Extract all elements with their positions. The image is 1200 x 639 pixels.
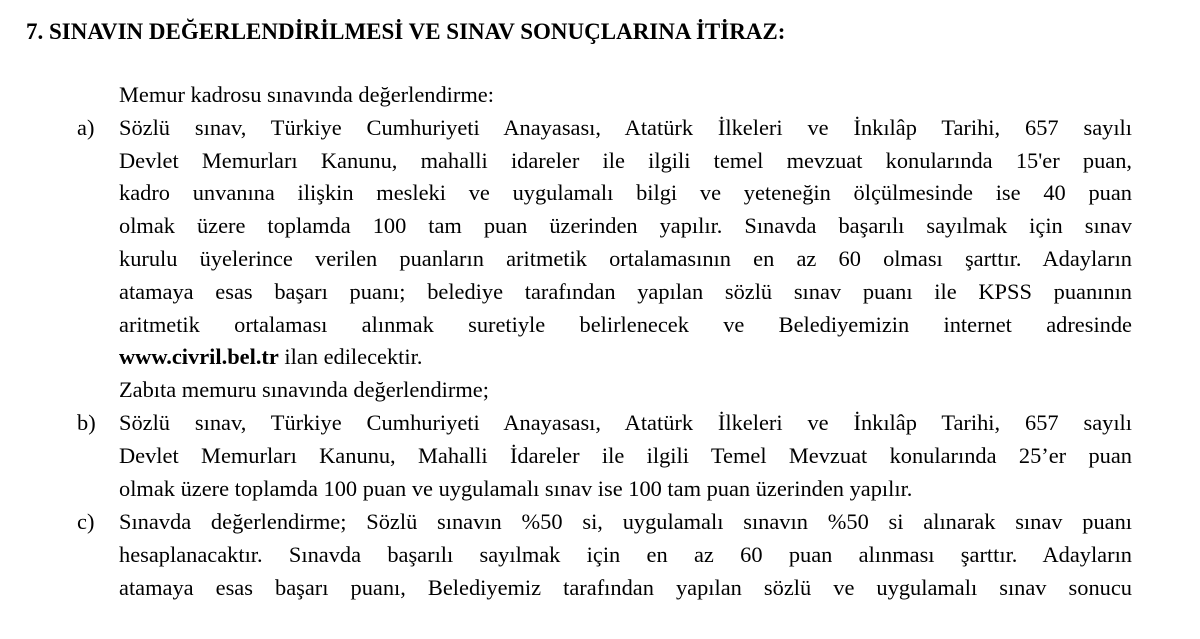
- memur-evaluation-title: Memur kadrosu sınavında değerlendirme:: [119, 82, 494, 107]
- zabita-evaluation-title: Zabıta memuru sınavında değerlendirme;: [119, 377, 489, 402]
- paragraph-c-line: Sınavda değerlendirme; Sözlü sınavın %50 si, uygulamalı sınavın %50 si alınarak sınav puanı: [119, 509, 1132, 534]
- paragraph-a-line: Devlet Memurları Kanunu, mahalli idareler ile ilgili temel mevzuat konularında 15'er puan,: [119, 148, 1132, 173]
- section-heading: 7. SINAVIN DEĞERLENDİRİLMESİ VE SINAV SONUÇLARINA İTİRAZ:: [26, 19, 786, 44]
- paragraph-b-line: Sözlü sınav, Türkiye Cumhuriyeti Anayasası, Atatürk İlkeleri ve İnkılâp Tarihi, 657 sayılı: [119, 410, 1132, 435]
- paragraph-b-last-line: olmak üzere toplamda 100 puan ve uygulamalı sınav ise 100 tam puan üzerinden yapılır.: [119, 476, 913, 501]
- paragraph-c-line: atamaya esas başarı puanı, Belediyemiz tarafından yapılan sözlü ve uygulamalı sınav sonucu: [119, 575, 1132, 600]
- paragraph-a-last-line: [119, 341, 422, 373]
- list-marker-c: c): [77, 509, 95, 534]
- paragraph-b-line: Devlet Memurları Kanunu, Mahalli İdareler ile ilgili Temel Mevzuat konularında 25’er puan: [119, 443, 1132, 468]
- paragraph-a-line: atamaya esas başarı puanı; belediye tarafından yapılan sözlü sınav puanı ile KPSS puanının: [119, 279, 1132, 304]
- paragraph-a-line: olmak üzere toplamda 100 tam puan üzerinden yapılır. Sınavda başarılı sayılmak için sınav: [119, 213, 1132, 238]
- list-marker-a: a): [77, 115, 95, 140]
- paragraph-a-line: kurulu üyelerince verilen puanların aritmetik ortalamasının en az 60 olması şarttır. Adayların: [119, 246, 1132, 271]
- paragraph-a-line: Sözlü sınav, Türkiye Cumhuriyeti Anayasası, Atatürk İlkeleri ve İnkılâp Tarihi, 657 sayılı: [119, 115, 1132, 140]
- paragraph-a-tail: ilan edilecektir.: [278, 344, 423, 369]
- paragraph-a-line: kadro unvanına ilişkin mesleki ve uygulamalı bilgi ve yeteneğin ölçülmesinde ise 40 puan: [119, 180, 1132, 205]
- paragraph-c-line: hesaplanacaktır. Sınavda başarılı sayılmak için en az 60 puan alınması şarttır. Adayların: [119, 542, 1132, 567]
- paragraph-a-line: aritmetik ortalaması alınmak suretiyle belirlenecek ve Belediyemizin internet adresinde: [119, 312, 1132, 337]
- website-link[interactable]: www.civril.bel.tr: [119, 344, 279, 369]
- list-marker-b: b): [77, 410, 96, 435]
